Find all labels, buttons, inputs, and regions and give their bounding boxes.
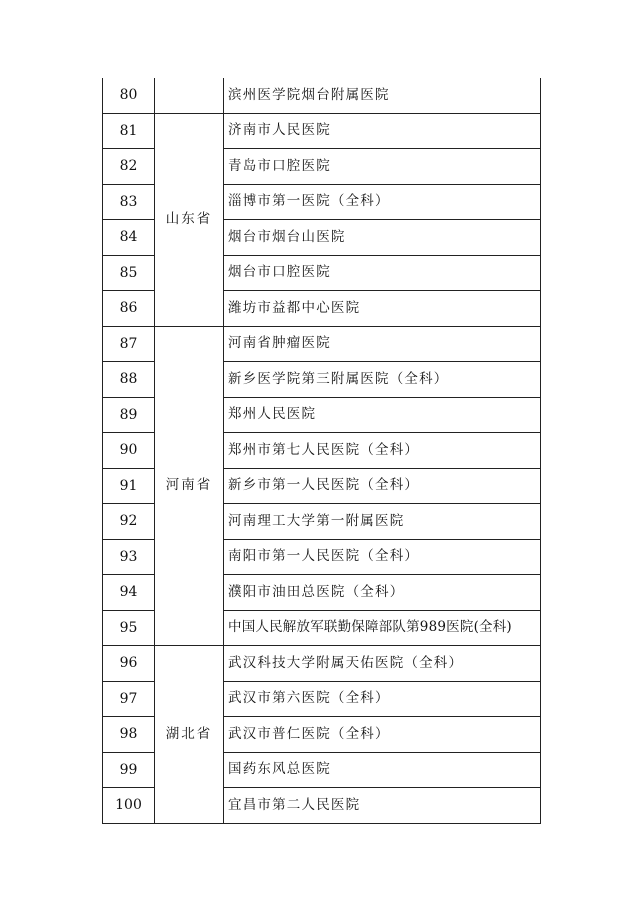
row-number: 90 (103, 433, 155, 469)
province-hubei: 湖北省 (155, 646, 224, 824)
row-number: 98 (103, 717, 155, 753)
row-number: 88 (103, 362, 155, 398)
row-number: 83 (103, 184, 155, 220)
hospital-name: 武汉市第六医院（全科） (224, 681, 541, 717)
table-row (103, 326, 541, 362)
hospital-name: 烟台市烟台山医院 (224, 220, 541, 256)
hospital-name: 国药东风总医院 (224, 752, 541, 788)
row-number: 95 (103, 610, 155, 646)
row-number: 87 (103, 326, 155, 362)
hospital-name: 烟台市口腔医院 (224, 255, 541, 291)
hospital-name: 濮阳市油田总医院（全科） (224, 575, 541, 611)
row-number: 94 (103, 575, 155, 611)
hospital-name: 新乡医学院第三附属医院（全科） (224, 362, 541, 398)
hospital-name: 宜昌市第二人民医院 (224, 788, 541, 824)
row-number: 82 (103, 149, 155, 185)
row-number: 97 (103, 681, 155, 717)
hospital-name: 郑州市第七人民医院（全科） (224, 433, 541, 469)
hospital-name: 河南理工大学第一附属医院 (224, 504, 541, 540)
hospital-name: 滨州医学院烟台附属医院 (224, 78, 541, 113)
row-number: 92 (103, 504, 155, 540)
table-row (103, 646, 541, 682)
hospital-name: 南阳市第一人民医院（全科） (224, 539, 541, 575)
row-number: 89 (103, 397, 155, 433)
row-number: 96 (103, 646, 155, 682)
hospital-name: 新乡市第一人民医院（全科） (224, 468, 541, 504)
row-number: 99 (103, 752, 155, 788)
row-number: 93 (103, 539, 155, 575)
province-henan: 河南省 (155, 326, 224, 646)
row-number: 91 (103, 468, 155, 504)
hospital-name: 济南市人民医院 (224, 113, 541, 149)
hospital-name: 武汉科技大学附属天佑医院（全科） (224, 646, 541, 682)
province-cell (155, 78, 224, 113)
row-number: 85 (103, 255, 155, 291)
row-number: 80 (103, 78, 155, 113)
row-number: 86 (103, 291, 155, 327)
hospital-name: 郑州人民医院 (224, 397, 541, 433)
hospital-name: 河南省肿瘤医院 (224, 326, 541, 362)
row-number: 81 (103, 113, 155, 149)
table-row (103, 78, 541, 113)
hospital-name: 青岛市口腔医院 (224, 149, 541, 185)
hospital-table (102, 78, 541, 824)
row-number: 84 (103, 220, 155, 256)
table-row (103, 113, 541, 149)
province-shandong: 山东省 (155, 113, 224, 326)
row-number: 100 (103, 788, 155, 824)
hospital-name: 中国人民解放军联勤保障部队第989医院(全科) (224, 610, 541, 646)
hospital-name: 武汉市普仁医院（全科） (224, 717, 541, 753)
hospital-name: 潍坊市益都中心医院 (224, 291, 541, 327)
hospital-name: 淄博市第一医院（全科） (224, 184, 541, 220)
